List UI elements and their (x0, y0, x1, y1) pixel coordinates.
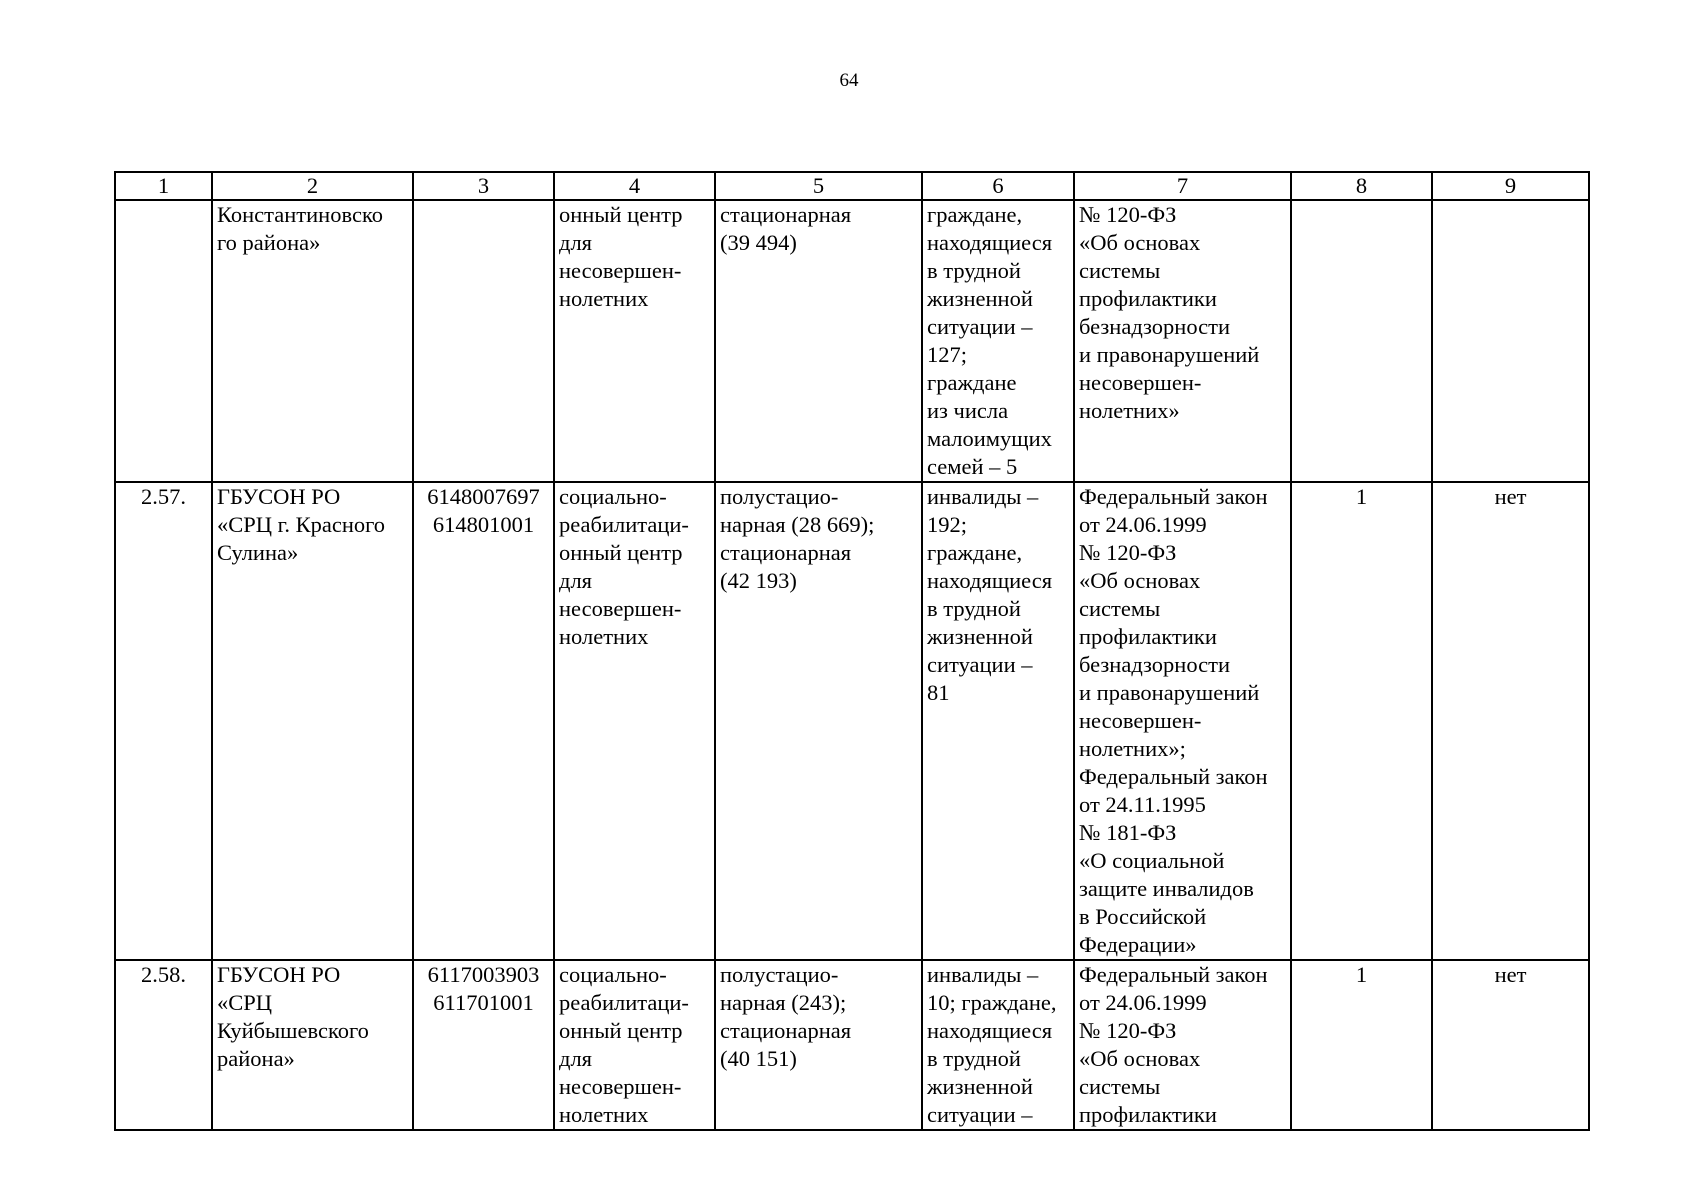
table-row (115, 960, 1589, 1130)
column-8-cell: 1 (1291, 960, 1432, 1130)
column-header: 2 (212, 172, 413, 200)
organization-name-cell: ГБУСОН РО «СРЦ Куйбышевского района» (212, 960, 413, 1130)
service-form-cell: полустацио- нарная (243); стационарная (40 151) (715, 960, 922, 1130)
row-number-cell: 2.58. (115, 960, 212, 1130)
recipients-cell: граждане, находящиеся в трудной жизненной ситуации – 127; граждане из числа малоимущих семей – 5 (922, 200, 1074, 482)
table-row (115, 482, 1589, 960)
column-header: 5 (715, 172, 922, 200)
organization-type-cell: социально- реабилитаци- онный центр для несовершен- нолетних (554, 482, 715, 960)
table-header (115, 172, 1589, 200)
column-header: 7 (1074, 172, 1291, 200)
registry-table (114, 171, 1590, 1131)
header-row (115, 172, 1589, 200)
column-header: 8 (1291, 172, 1432, 200)
inn-kpp-cell: 6148007697 614801001 (413, 482, 554, 960)
recipients-cell: инвалиды – 10; граждане, находящиеся в трудной жизненной ситуации – (922, 960, 1074, 1130)
inn-kpp-cell (413, 200, 554, 482)
recipients-cell: инвалиды – 192; граждане, находящиеся в трудной жизненной ситуации – 81 (922, 482, 1074, 960)
column-8-cell (1291, 200, 1432, 482)
column-9-cell (1432, 200, 1589, 482)
column-header: 9 (1432, 172, 1589, 200)
service-form-cell: полустацио- нарная (28 669); стационарная (42 193) (715, 482, 922, 960)
inn-kpp-cell: 6117003903 611701001 (413, 960, 554, 1130)
column-header: 4 (554, 172, 715, 200)
service-form-cell: стационарная (39 494) (715, 200, 922, 482)
column-9-cell: нет (1432, 960, 1589, 1130)
column-header: 1 (115, 172, 212, 200)
row-number-cell (115, 200, 212, 482)
legal-basis-cell: Федеральный закон от 24.06.1999 № 120-ФЗ «Об основах системы профилактики безнадзорности и правонарушений несовершен- нолетних»; Федеральный закон от 24.11.1995 № 181-ФЗ «О социальной защите инвалидов в Российской Федерации» (1074, 482, 1291, 960)
column-header: 3 (413, 172, 554, 200)
column-8-cell: 1 (1291, 482, 1432, 960)
column-header: 6 (922, 172, 1074, 200)
organization-type-cell: социально- реабилитаци- онный центр для несовершен- нолетних (554, 960, 715, 1130)
table-row (115, 200, 1589, 482)
page-number: 64 (839, 70, 859, 91)
column-9-cell: нет (1432, 482, 1589, 960)
organization-type-cell: онный центр для несовершен- нолетних (554, 200, 715, 482)
row-number-cell: 2.57. (115, 482, 212, 960)
organization-name-cell: Константиновско го района» (212, 200, 413, 482)
legal-basis-cell: Федеральный закон от 24.06.1999 № 120-ФЗ «Об основах системы профилактики (1074, 960, 1291, 1130)
legal-basis-cell: № 120-ФЗ «Об основах системы профилактики безнадзорности и правонарушений несовершен- нолетних» (1074, 200, 1291, 482)
table-body (115, 200, 1589, 1130)
organization-name-cell: ГБУСОН РО «СРЦ г. Красного Сулина» (212, 482, 413, 960)
